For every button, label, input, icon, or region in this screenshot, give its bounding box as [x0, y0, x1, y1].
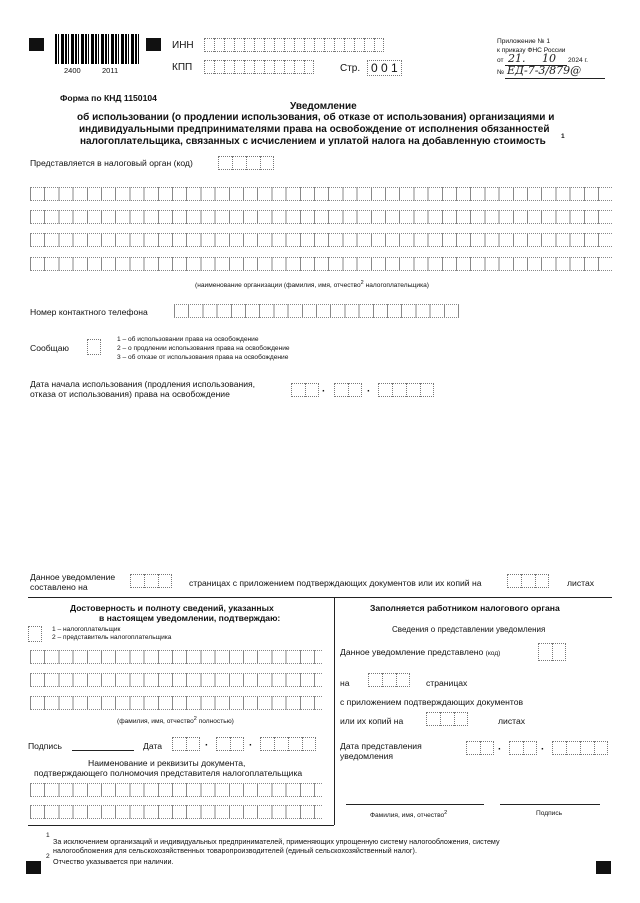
section-divider-top [28, 597, 612, 598]
signature-label: Подпись [28, 741, 63, 751]
date-separator: · [541, 744, 545, 755]
appendix-no-underline [505, 78, 605, 79]
office-sheets-label: листах [498, 716, 526, 726]
tax-org-code-field[interactable] [218, 156, 274, 170]
office-heading: Заполняется работником налогового органа [370, 603, 560, 613]
appendix-no: ЕД-7-3/879@ [507, 64, 582, 77]
footnote-2-sup: 2 [46, 853, 50, 860]
pages-count-field[interactable] [130, 574, 172, 588]
appendix-date-day: 21. [508, 52, 526, 65]
confirm-heading-2: в настоящем уведомлении, подтверждаю: [99, 613, 281, 623]
office-on-label: на [340, 678, 350, 688]
sign-date-year[interactable] [260, 737, 316, 751]
inn-field[interactable] [204, 38, 384, 52]
office-info-label: Сведения о представлении уведомления [392, 625, 546, 634]
section-divider-vertical [334, 597, 335, 825]
form-subtitle-1: об использовании (о продлении использования, об отказе от использования) организациями и [77, 112, 555, 123]
doc-label-2: подтверждающего полномочия представителя налогоплательщика [34, 768, 303, 778]
office-sheets-field[interactable] [426, 712, 468, 726]
page-number: 0 0 1 [367, 60, 402, 76]
footnote-divider [28, 825, 334, 826]
office-sign-caption: Подпись [536, 810, 563, 817]
doc-row-2[interactable] [30, 805, 322, 819]
confirm-code-field[interactable] [28, 626, 42, 642]
doc-row-1[interactable] [30, 783, 322, 797]
report-option-2: 2 – о продлении использования права на освобождение [117, 345, 290, 352]
footnote-1-sup: 1 [46, 832, 50, 839]
inn-label: ИНН [172, 40, 194, 51]
org-name-row-3[interactable] [30, 233, 612, 247]
corner-marker-top-left [29, 38, 44, 51]
phone-label: Номер контактного телефона [30, 307, 148, 317]
sheets-count-field[interactable] [507, 574, 549, 588]
appendix-line-1: Приложение № 1 [497, 38, 551, 45]
sign-date-label: Дата [143, 741, 163, 751]
appendix-no-prefix: № [497, 69, 505, 76]
kpp-field[interactable] [204, 60, 314, 74]
date-separator: · [322, 386, 326, 397]
form-title: Уведомление [290, 101, 357, 112]
date-separator: · [249, 740, 253, 751]
org-name-row-4[interactable] [30, 257, 612, 271]
report-option-3: 3 – об отказе от использования права на освобождение [117, 354, 289, 361]
appendix-date-year: 2024 г. [568, 57, 588, 64]
report-code-field[interactable] [87, 339, 101, 355]
signature-line[interactable] [72, 750, 134, 751]
barcode-number-left: 2400 [64, 66, 81, 75]
page-label: Стр. [340, 63, 361, 74]
office-fio-caption: Фамилия, имя, отчество$^2$ [370, 810, 448, 820]
form-subtitle-2: индивидуальными предпринимателями права на освобождение от исполнения обязанностей [79, 124, 550, 135]
doc-label-1: Наименование и реквизиты документа, [88, 758, 246, 768]
fio-row-3[interactable] [30, 696, 322, 710]
fio-row-1[interactable] [30, 650, 322, 664]
org-name-row-2[interactable] [30, 210, 612, 224]
pages-label-2: составлено на [30, 582, 88, 592]
fio-caption: (фамилия, имя, отчество$^2$ полностью) [117, 716, 234, 726]
office-submitted-code[interactable] [538, 643, 566, 661]
office-submitted-label: Данное уведомление представлено (код) [340, 647, 501, 657]
pages-middle-text: страницах с приложением подтверждающих документов или их копий на [189, 578, 482, 588]
office-date-label-1: Дата представления [340, 741, 422, 751]
phone-field[interactable] [174, 304, 459, 318]
confirm-option-1: 1 – налогоплательщик [52, 626, 121, 633]
date-separator: · [367, 386, 371, 397]
sign-date-day[interactable] [172, 737, 200, 751]
office-fio-line[interactable] [346, 804, 484, 805]
date-separator: · [205, 740, 209, 751]
appendix-date-month: 10 [542, 52, 556, 65]
office-date-label-2: уведомления [340, 751, 394, 761]
start-date-label-1: Дата начала использования (продления использования, [30, 379, 256, 389]
pages-end-text: листах [567, 578, 595, 588]
form-subtitle-3: налогоплательщика, связанных с исчислением и уплатой налога на добавленную стоимость [80, 136, 546, 147]
form-subtitle-sup: 1 [561, 133, 565, 140]
org-name-row-1[interactable] [30, 187, 612, 201]
office-sign-line[interactable] [500, 804, 600, 805]
corner-marker-top-mid [146, 38, 161, 51]
office-copies-label: или их копий на [340, 716, 404, 726]
start-date-day[interactable] [291, 383, 319, 397]
office-date-year[interactable] [552, 741, 608, 755]
barcode [55, 34, 139, 64]
sign-date-month[interactable] [216, 737, 244, 751]
footnote-2: Отчество указывается при наличии. [53, 857, 174, 866]
appendix-date-prefix: от [497, 57, 504, 64]
confirm-heading-1: Достоверность и полноту сведений, указанных [70, 603, 274, 613]
report-option-1: 1 – об использовании права на освобождение [117, 336, 259, 343]
kpp-label: КПП [172, 62, 193, 73]
start-date-label-2: отказа от использования) права на освобождение [30, 389, 230, 399]
pages-label-1: Данное уведомление [30, 572, 116, 582]
office-pages-field[interactable] [368, 673, 410, 687]
office-date-day[interactable] [466, 741, 494, 755]
office-pages-label: страницах [426, 678, 468, 688]
barcode-number-right: 2011 [102, 66, 119, 75]
start-date-month[interactable] [334, 383, 362, 397]
report-label: Сообщаю [30, 343, 69, 353]
office-with-docs: с приложением подтверждающих документов [340, 697, 524, 707]
date-separator: · [498, 744, 502, 755]
confirm-option-2: 2 – представитель налогоплательщика [52, 634, 172, 641]
form-knd: Форма по КНД 1150104 [60, 93, 157, 103]
footnote-1-line-1: За исключением организаций и индивидуальных предпринимателей, применяющих упрощенную систему налогообложения, систему [53, 837, 500, 846]
appendix-line-2: к приказу ФНС России [497, 47, 566, 54]
corner-marker-bottom-left [26, 861, 41, 874]
office-date-month[interactable] [509, 741, 537, 755]
org-name-caption: (наименование организации (фамилия, имя, отчество$^2$ налогоплательщика) [195, 280, 430, 290]
corner-marker-bottom-right [596, 861, 611, 874]
footnote-1-line-2: налогообложения для сельскохозяйственных товаропроизводителей (единый сельскохозяйственный налог). [53, 846, 417, 855]
tax-org-label: Представляется в налоговый орган (код) [30, 158, 193, 168]
fio-row-2[interactable] [30, 673, 322, 687]
start-date-year[interactable] [378, 383, 434, 397]
